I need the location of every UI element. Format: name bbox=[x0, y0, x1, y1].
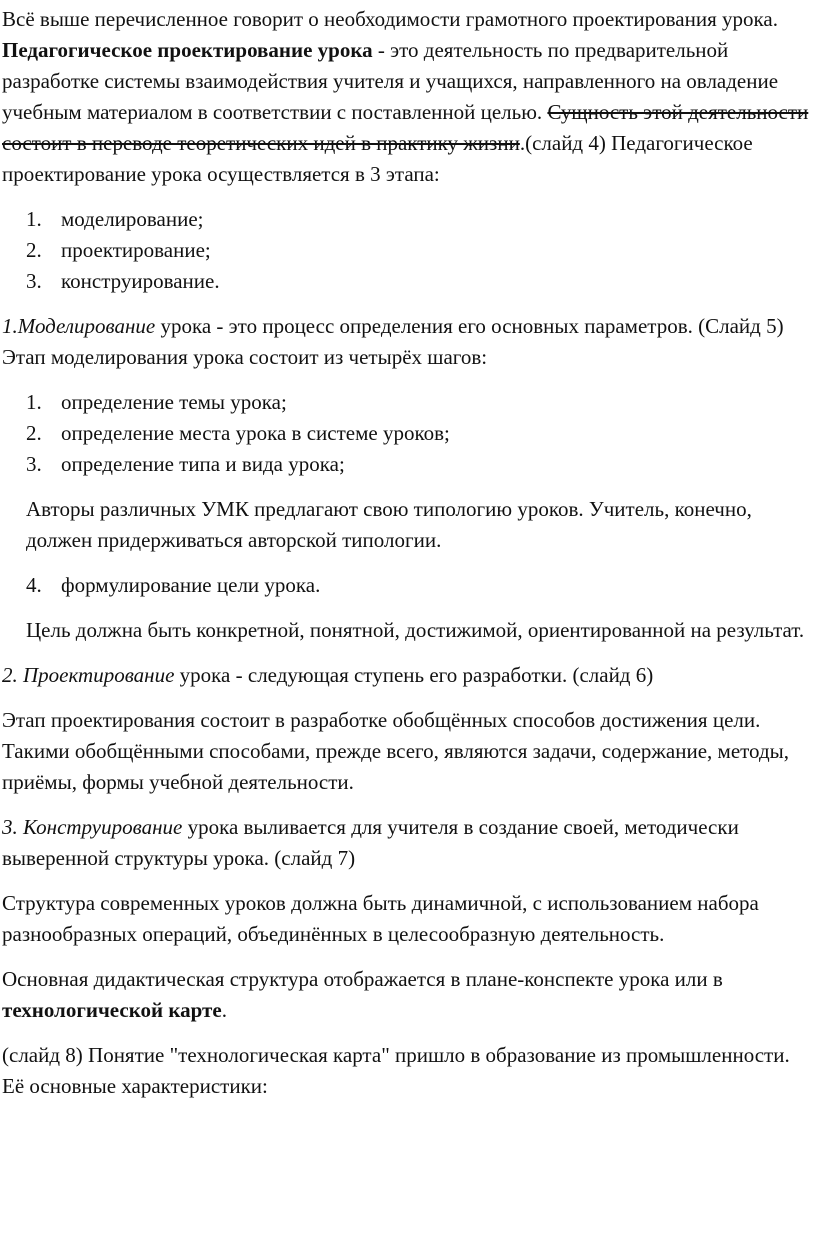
design-paragraph bbox=[2, 660, 814, 691]
list-text: формулирование цели урока. bbox=[61, 573, 321, 597]
design-body: Этап проектирования состоит в разработке обобщённых способов достижения цели. Такими обобщёнными способами, прежде всего, являются задачи, содержание, методы, приёмы, формы учебной деятельности. bbox=[2, 708, 789, 794]
list-item bbox=[2, 449, 814, 480]
structure-body: Структура современных уроков должна быть динамичной, с использованием набора разнообразных операций, объединённых в целесообразную деятельность. bbox=[2, 891, 759, 946]
list-text: определение места урока в системе уроков; bbox=[61, 421, 450, 445]
list-number: 3. bbox=[26, 269, 42, 293]
stages-list bbox=[2, 204, 814, 297]
umk-note: Авторы различных УМК предлагают свою типологию уроков. Учитель, конечно, должен придерживаться авторской типологии. bbox=[26, 497, 752, 552]
intro-paragraph bbox=[2, 0, 814, 190]
construct-paragraph bbox=[2, 812, 814, 874]
list-text: конструирование. bbox=[61, 269, 220, 293]
step4-list bbox=[2, 570, 814, 601]
list-item bbox=[2, 266, 814, 297]
modeling-steps-list bbox=[2, 387, 814, 480]
list-number: 4. bbox=[26, 573, 42, 597]
list-text: моделирование; bbox=[61, 207, 204, 231]
list-number: 3. bbox=[26, 452, 42, 476]
goal-note: Цель должна быть конкретной, понятной, достижимой, ориентированной на результат. bbox=[26, 618, 805, 642]
list-item bbox=[2, 418, 814, 449]
intro-definition: - это деятельность по предварительной разработке системы взаимодействия учителя и учащихся, направленного на овладение учебным материалом в соответствии с поставленной целью. bbox=[2, 38, 779, 124]
intro-text: Всё выше перечисленное говорит о необходимости грамотного проектирования урока. bbox=[2, 7, 778, 31]
modeling-term: 1.Моделирование bbox=[2, 314, 156, 338]
list-item bbox=[2, 570, 814, 601]
list-text: определение темы урока; bbox=[61, 390, 287, 414]
list-number: 2. bbox=[26, 421, 42, 445]
slide8-paragraph: (слайд 8) Понятие "технологическая карта" пришло в образование из промышленности. Её основные характеристики: bbox=[2, 1043, 790, 1098]
didactic-term-bold: технологической карте bbox=[2, 998, 222, 1022]
list-text: проектирование; bbox=[61, 238, 211, 262]
list-number: 2. bbox=[26, 238, 42, 262]
modeling-paragraph bbox=[2, 311, 814, 373]
design-text: урока - следующая ступень его разработки. (слайд 6) bbox=[174, 663, 654, 687]
didactic-end: . bbox=[221, 998, 227, 1022]
intro-slide4-text: .(слайд 4) Педагогическое проектирование урока осуществляется в 3 этапа: bbox=[2, 131, 753, 186]
list-item bbox=[2, 204, 814, 235]
list-text: определение типа и вида урока; bbox=[61, 452, 345, 476]
modeling-text: урока - это процесс определения его основных параметров. (Слайд 5) Этап моделирования урока состоит из четырёх шагов: bbox=[2, 314, 784, 369]
intro-strikethrough: Сущность этой деятельности состоит в переводе теоретических идей в практику жизни bbox=[2, 100, 809, 155]
design-term: 2. Проектирование bbox=[2, 663, 175, 687]
didactic-text: Основная дидактическая структура отображается в плане-конспекте урока или в bbox=[2, 967, 723, 991]
construct-term: 3. Конструирование bbox=[2, 815, 183, 839]
list-number: 1. bbox=[26, 207, 42, 231]
intro-term-bold: Педагогическое проектирование урока bbox=[2, 38, 373, 62]
list-item bbox=[2, 235, 814, 266]
list-item bbox=[2, 387, 814, 418]
construct-text: урока выливается для учителя в создание своей, методически выверенной структуры урока. (слайд 7) bbox=[2, 815, 739, 870]
list-number: 1. bbox=[26, 390, 42, 414]
didactic-paragraph bbox=[2, 964, 814, 1026]
